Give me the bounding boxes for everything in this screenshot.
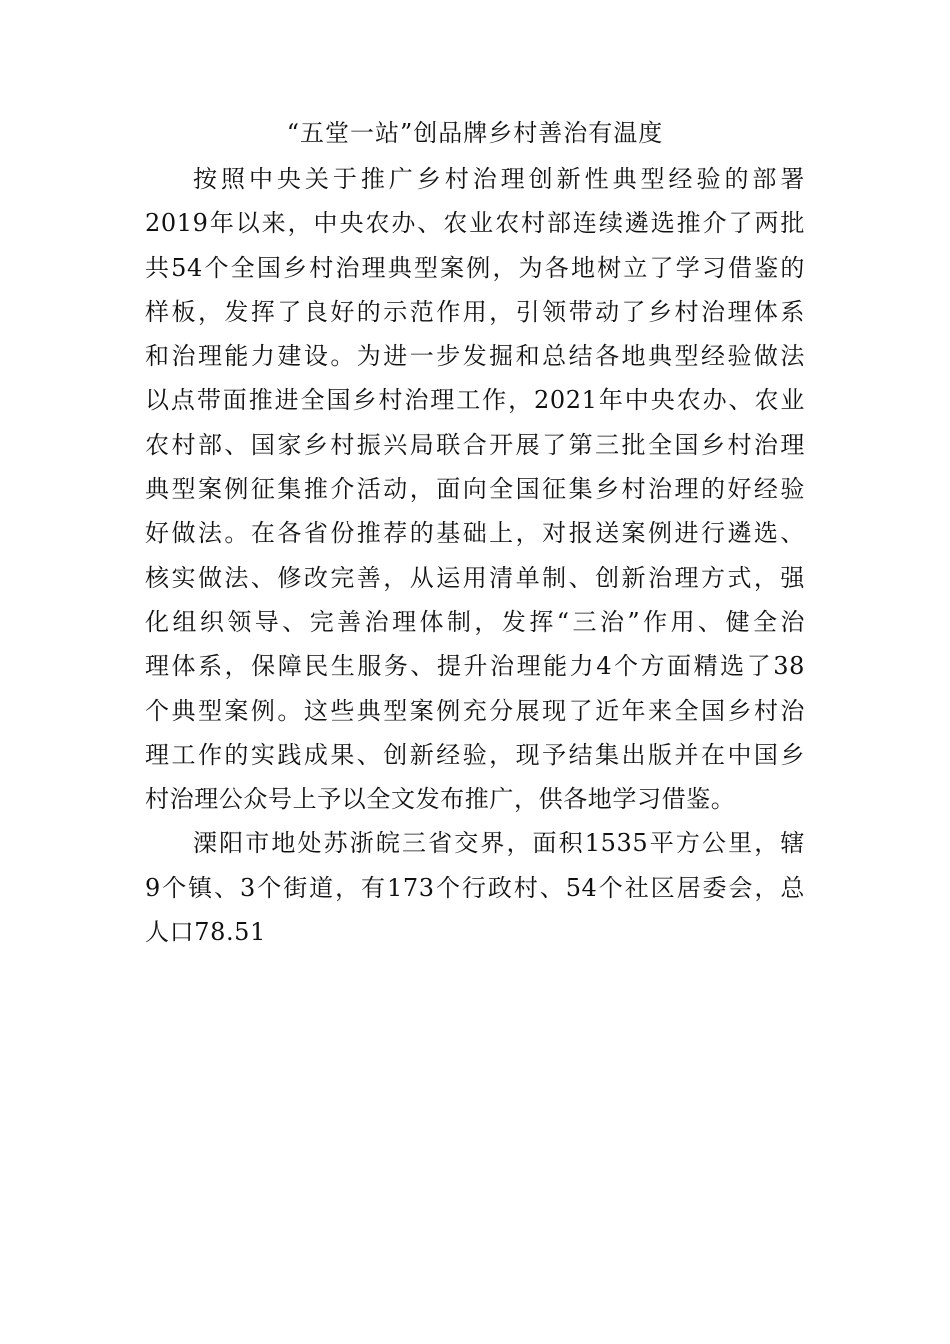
text-line: 村治理公众号上予以全文发布推广，供各地学习借鉴。 <box>145 785 736 814</box>
text-line: 人口78.51 <box>145 918 266 947</box>
text-line: 样板，发挥了良好的示范作用，引领带动了乡村治理体系 <box>145 297 805 326</box>
text-line: 按照中央关于推广乡村治理创新性典型经验的部署 <box>193 165 805 193</box>
text-line: 共54个全国乡村治理典型案例，为各地树立了学习借鉴的 <box>145 253 805 282</box>
text-line: 2019年以来，中央农办、农业农村部连续遴选推介了两批 <box>145 209 805 238</box>
text-line: 理工作的实践成果、创新经验，现予结集出版并在中国乡 <box>145 740 805 769</box>
text-line: 理体系，保障民生服务、提升治理能力4个方面精选了38 <box>145 652 805 681</box>
text-line: 核实做法、修改完善，从运用清单制、创新治理方式，强 <box>145 563 805 592</box>
paragraph-1 <box>145 157 805 821</box>
text-line: 9个镇、3个街道，有173个行政村、54个社区居委会，总 <box>145 873 805 902</box>
document-title: “五堂一站”创品牌乡村善治有温度 <box>286 119 664 147</box>
document-body <box>145 157 805 954</box>
text-line: 典型案例征集推介活动，面向全国征集乡村治理的好经验 <box>145 475 805 504</box>
text-line: 化组织领导、完善治理体制，发挥“三治”作用、健全治 <box>145 607 805 636</box>
text-line: 溧阳市地处苏浙皖三省交界，面积1535平方公里，辖 <box>193 829 805 858</box>
text-line: 好做法。在各省份推荐的基础上，对报送案例进行遴选、 <box>145 519 805 548</box>
text-line: 以点带面推进全国乡村治理工作，2021年中央农办、农业 <box>145 386 805 415</box>
text-line: 农村部、国家乡村振兴局联合开展了第三批全国乡村治理 <box>145 430 805 459</box>
paragraph-2 <box>145 821 805 954</box>
text-line: 和治理能力建设。为进一步发掘和总结各地典型经验做法 <box>145 342 805 371</box>
text-line: 个典型案例。这些典型案例充分展现了近年来全国乡村治 <box>145 696 805 725</box>
